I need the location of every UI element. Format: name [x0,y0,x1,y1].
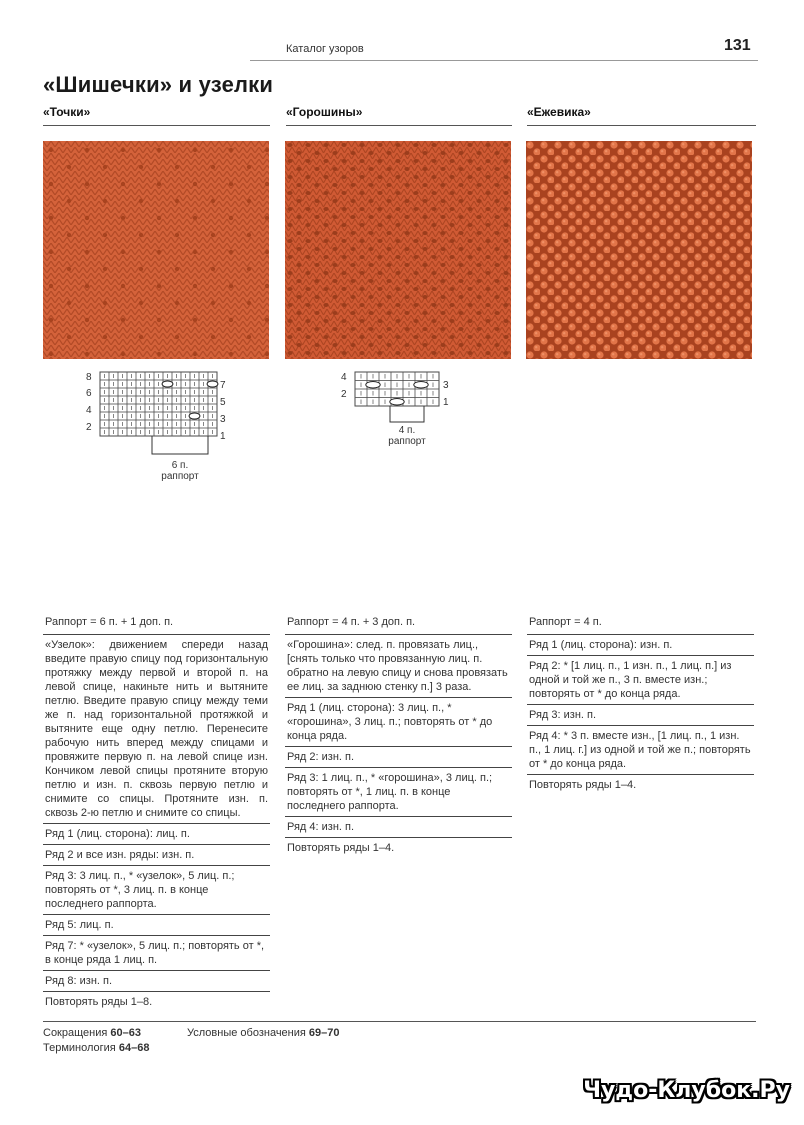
title-rule [43,125,270,126]
instruction-entry: Ряд 3: 1 лиц. п., * «горошина», 3 лиц. п.; повторять от *, 1 лиц. п. в конце последнего раппорта. [285,768,512,817]
instruction-entry: Ряд 1 (лиц. сторона): лиц. п. [43,824,270,845]
repeat-word: раппорт [388,436,426,447]
knot-symbol [414,382,428,388]
instruction-entry: Повторять ряды 1–4. [529,779,637,791]
chart-tochki [80,370,230,485]
instruction-entry: Ряд 2: изн. п. [285,747,512,768]
chart-row-label: 1 [443,397,449,408]
instruction-entry: Ряд 2 и все изн. ряды: изн. п. [43,845,270,866]
swatch-tochki-image [43,141,269,359]
chart-row-label: 2 [341,389,347,400]
repeat-word: раппорт [161,471,199,482]
footer-term-pages: 64–68 [118,1042,150,1054]
page-number: 131 [724,37,751,54]
chart-row-label: 8 [86,372,92,383]
instruction-entry: Ряд 4: изн. п. [285,817,512,838]
chart-row-label: 4 [86,405,92,416]
instruction-entry: Повторять ряды 1–8. [45,996,153,1008]
instruction-entry: Ряд 8: изн. п. [43,971,270,992]
pattern-title-goroshiny: «Горошины» [286,105,363,119]
repeat-label: 4 п. [398,425,416,436]
chart-row-label: 1 [220,431,226,442]
instruction-entry: Ряд 2: * [1 лиц. п., 1 изн. п., 1 лиц. п.] из одной и той же п., 3 п. вместе изн.; повторять от * до конца ряда. [527,656,754,705]
chart-goroshiny [335,370,475,450]
repeat-bracket [152,436,208,454]
instruction-entry: Ряд 1 (лиц. сторона): 3 лиц. п., * «горошина», 3 лиц. п.; повторять от * до конца ряда. [285,698,512,747]
footer-term-label: Терминология [43,1042,116,1054]
swatch-ezhevika-image [526,141,752,359]
footer-abbr-pages: 60–63 [110,1027,141,1039]
instruction-entry: Ряд 7: * «узелок», 5 лиц. п.; повторять от *, в конце ряда 1 лиц. п. [43,936,270,971]
footer-symbols[interactable] [187,1027,340,1039]
title-rule [527,125,756,126]
chart-row-label: 2 [86,422,92,433]
instruction-entry: «Узелок»: движением спереди назад введите правую спицу под горизонтальную протяжку между первой и второй п. на левой спице, накиньте нить и вытяните петлю. Введите правую спицу между теми же п. над горизонтальной протяжкой и вытяните еще одну петлю. Перенесите рабочую нить вперед между спицами и провяжите первую п. на левой спице изн. Кончиком левой спицы протяните вторую петлю и изн. п. сквозь первую петлю и снимите со спицы. Протяните изн. п. сквозь 2-ю петлю и снимите со спицы. [43,635,270,824]
knot-symbol [390,399,404,405]
footer-symbols-label: Условные обозначения [187,1027,306,1039]
footer-terminology[interactable] [43,1042,149,1054]
watermark-logo: Чудо-Клубок.Ру [583,1078,790,1103]
title-rule [286,125,512,126]
chart-row-label: 6 [86,388,92,399]
instruction-entry: «Горошина»: след. п. провязать лиц., [снять только что провязанную лиц. п. обратно на левую спицу и снова провязать ее лиц. за заднюю стенку п.] 3 раза. [285,635,512,698]
repeat-label: 6 п. [171,460,189,471]
chart-row-label: 7 [220,380,226,391]
chart-row-label: 4 [341,372,347,383]
knot-symbol [366,382,380,388]
knot-symbol [189,413,200,419]
footer-symbols-pages: 69–70 [308,1027,340,1039]
instruction-entry: Ряд 3: изн. п. [527,705,754,726]
chart-row-label: 3 [220,414,226,425]
repeat-bracket [390,406,424,422]
chart-row-label: 5 [220,397,226,408]
instructions-goroshiny [285,612,512,858]
instruction-entry: Ряд 1 (лиц. сторона): изн. п. [527,635,754,656]
running-title: Каталог узоров [286,43,364,55]
pattern-title-ezhevika: «Ежевика» [527,105,591,119]
rapport-line: Раппорт = 6 п. + 1 доп. п. [43,612,270,635]
instructions-ezhevika [527,612,754,795]
rapport-line: Раппорт = 4 п. [527,612,754,635]
footer-abbr-label: Сокращения [43,1027,108,1039]
knot-symbol [162,381,173,387]
swatch-goroshiny-image [285,141,511,359]
instructions-tochki [43,612,270,1012]
pattern-title-tochki: «Точки» [43,105,91,119]
footer-abbreviations[interactable] [43,1027,141,1039]
knot-symbol [207,381,218,387]
rapport-line: Раппорт = 4 п. + 3 доп. п. [285,612,512,635]
instruction-entry: Ряд 3: 3 лиц. п., * «узелок», 5 лиц. п.; повторять от *, 3 лиц. п. в конце последнего раппорта. [43,866,270,915]
instruction-entry: Повторять ряды 1–4. [287,842,395,854]
instruction-entry: Ряд 5: лиц. п. [43,915,270,936]
chart-row-label: 3 [443,380,449,391]
footer-divider [43,1021,756,1022]
section-title: «Шишечки» и узелки [43,72,274,97]
header-divider [250,60,758,61]
instruction-entry: Ряд 4: * 3 п. вместе изн., [1 лиц. п., 1 изн. п., 1 лиц. г.] из одной и той же п.; повторять от * до конца ряда. [527,726,754,775]
